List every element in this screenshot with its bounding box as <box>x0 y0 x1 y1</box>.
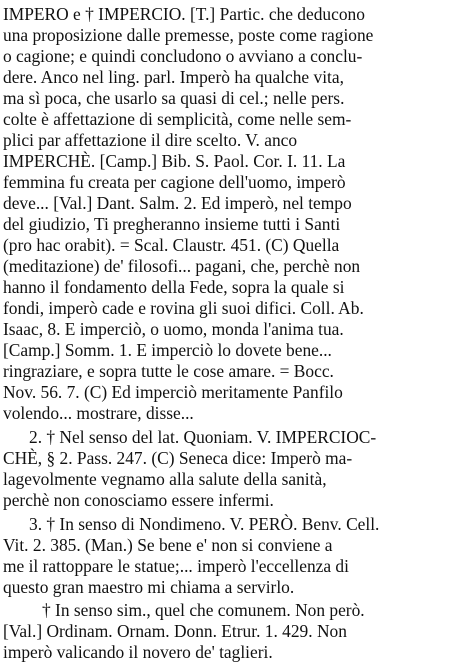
text-line: (pro hac orabit). = Scal. Claustr. 451. (C) Quella <box>3 235 340 255</box>
text-line: lagevolmente vegnamo alla salute della sanità, <box>3 469 327 489</box>
text-line: volendo... mostrare, disse... <box>3 403 194 423</box>
text-line: Vit. 2. 385. (Man.) Se bene e' non si conviene a <box>3 535 333 555</box>
text-line: del giudizio, Ti pregheranno insieme tutti i Santi <box>3 214 341 234</box>
text-line: hanno il fondamento della Fede, sopra la quale si <box>3 277 345 297</box>
text-line: colte è affettazione di semplicità, come nelle sem- <box>3 109 352 129</box>
text-line: perchè non conosciamo essere infermi. <box>3 490 274 510</box>
text-line: dere. Anco nel ling. parl. Imperò ha qualche vita, <box>3 67 344 87</box>
text-line: una proposizione dalle premesse, poste come ragione <box>3 25 374 45</box>
text-line: imperò valicando il novero de' taglieri. <box>3 642 273 662</box>
text-line: [Val.] Ordinam. Ornam. Donn. Etrur. 1. 429. Non <box>3 621 347 641</box>
text-line: femmina fu creata per cagione dell'uomo, imperò <box>3 172 346 192</box>
text-line: questo gran maestro mi chiama a servirlo. <box>3 577 295 597</box>
text-line: IMPERCHÈ. [Camp.] Bib. S. Paol. Cor. I. 11. La <box>3 151 346 171</box>
text-line: fondi, imperò cade e rovina gli suoi difici. Coll. Ab. <box>3 298 364 318</box>
text-line: ringraziare, e sopra tutte le cose amare. = Bocc. <box>3 361 334 381</box>
text-line: Isaac, 8. E imperciò, o uomo, monda l'anima tua. <box>3 319 344 339</box>
text-line: Nov. 56. 7. (C) Ed imperciò meritamente Panfilo <box>3 382 343 402</box>
text-line: me il rattoppare le statue;... imperò l'eccellenza di <box>3 556 349 576</box>
text-line: deve... [Val.] Dant. Salm. 2. Ed imperò, nel tempo <box>3 193 352 213</box>
text-line: † In senso sim., quel che comunem. Non però. <box>42 600 365 620</box>
text-line: CHÈ, § 2. Pass. 247. (C) Seneca dice: Imperò ma- <box>3 448 353 468</box>
text-line: ma sì poca, che usarlo sa quasi di cel.; nelle pers. <box>3 88 345 108</box>
text-line: [Camp.] Somm. 1. E imperciò lo dovete bene... <box>3 340 332 360</box>
text-line: 3. † In senso di Nondimeno. V. PERÒ. Benv. Cell. <box>29 514 380 534</box>
text-line: (meditazione) de' filosofi... pagani, che, perchè non <box>3 256 361 276</box>
text-line: IMPERO e † IMPERCIO. [T.] Partic. che deducono <box>3 4 365 24</box>
text-line: o cagione; e quindi concludono o avviano a conclu- <box>3 46 363 66</box>
text-line: plici par affettazione il dire scelto. V. anco <box>3 130 298 150</box>
text-line: 2. † Nel senso del lat. Quoniam. V. IMPERCIOC- <box>29 427 377 447</box>
